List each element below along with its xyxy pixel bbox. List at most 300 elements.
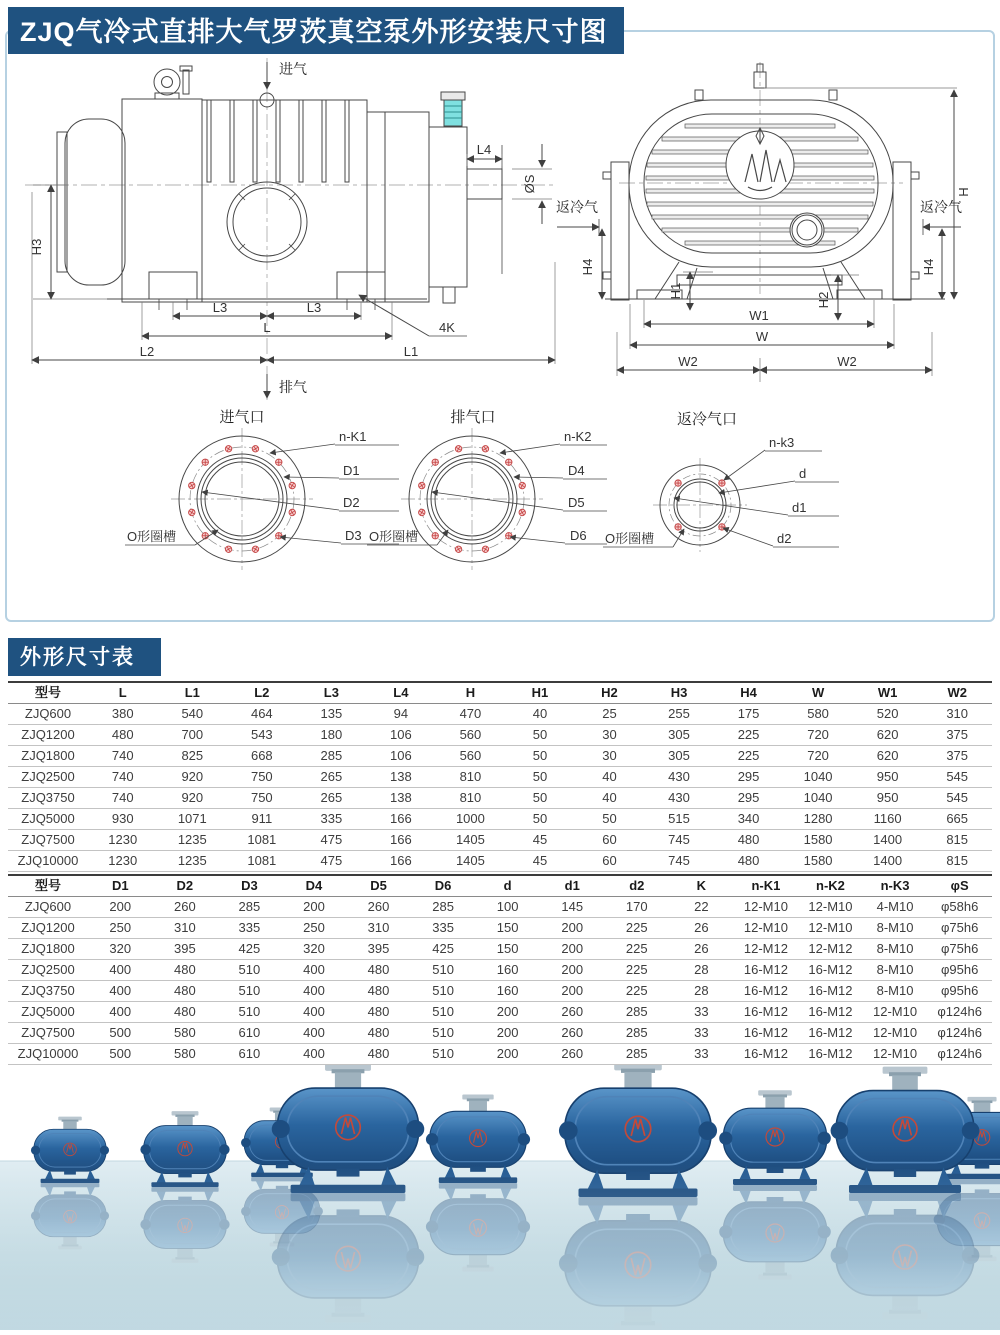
model-cell: ZJQ600 [8,704,88,725]
dim-l3-right: L3 [306,300,322,315]
value-cell: 60 [575,830,645,851]
value-cell: 320 [282,939,347,960]
value-cell: 45 [505,851,575,872]
column-header: H1 [505,682,575,704]
value-cell: 26 [669,918,734,939]
value-cell: 12-M10 [863,1044,928,1065]
flange-return-d3: d2 [777,531,792,546]
value-cell: 1081 [227,851,297,872]
value-cell: 106 [366,746,436,767]
value-cell: φ95h6 [927,960,992,981]
table-row [8,725,992,746]
value-cell: 475 [297,851,367,872]
value-cell: 750 [227,767,297,788]
dim-shaft-dia: ØS [522,174,537,194]
value-cell: 150 [475,918,540,939]
value-cell: 138 [366,767,436,788]
column-header: H3 [644,682,714,704]
dim-h1: H1 [668,282,683,300]
column-header: W1 [853,682,923,704]
value-cell: 260 [153,897,218,918]
value-cell: 1230 [88,830,158,851]
value-cell: 200 [540,981,605,1002]
value-cell: 265 [297,788,367,809]
table-row [8,960,992,981]
table-row [8,939,992,960]
column-header: D2 [153,875,218,897]
value-cell: 45 [505,830,575,851]
value-cell: 250 [88,918,153,939]
flange-outlet-d2: D5 [568,495,585,510]
value-cell: 1040 [783,767,853,788]
table-row [8,809,992,830]
value-cell: 16-M12 [798,960,863,981]
value-cell: 16-M12 [798,1044,863,1065]
value-cell: 950 [853,788,923,809]
value-cell: 295 [714,767,784,788]
value-cell: 610 [217,1044,282,1065]
table-row [8,746,992,767]
value-cell: 145 [540,897,605,918]
dim-w: W [755,329,769,344]
table-row [8,767,992,788]
value-cell: 260 [540,1002,605,1023]
table-row [8,704,992,725]
page-title: ZJQ气冷式直排大气罗茨真空泵外形安装尺寸图 [8,7,624,54]
value-cell: 180 [297,725,367,746]
value-cell: 16-M12 [798,981,863,1002]
value-cell: 50 [505,725,575,746]
column-header: W2 [922,682,992,704]
value-cell: 260 [540,1023,605,1044]
model-cell: ZJQ2500 [8,767,88,788]
value-cell: 200 [540,939,605,960]
value-cell: 430 [644,788,714,809]
table-row [8,851,992,872]
flange-return-d1: d [799,466,807,481]
value-cell: 560 [436,746,506,767]
dim-l4: L4 [476,142,492,157]
value-cell: 16-M12 [734,1044,799,1065]
value-cell: 166 [366,851,436,872]
dim-w2-right: W2 [837,354,857,369]
value-cell: 335 [411,918,476,939]
column-header: L1 [158,682,228,704]
value-cell: 225 [605,939,670,960]
value-cell: 480 [346,1044,411,1065]
value-cell: 285 [217,897,282,918]
value-cell: 510 [217,981,282,1002]
value-cell: 620 [853,746,923,767]
value-cell: 1040 [783,788,853,809]
value-cell: 285 [605,1002,670,1023]
product-photo [0,1065,1000,1330]
table-row [8,830,992,851]
value-cell: 160 [475,981,540,1002]
return-air-right-label: 返冷气 [920,199,962,215]
value-cell: 12-M10 [863,1002,928,1023]
dim-h4-left: H4 [580,258,595,276]
table-row [8,897,992,918]
value-cell: 135 [297,704,367,725]
dim-table-2-header-row [8,875,992,897]
value-cell: 740 [88,767,158,788]
section-title: 外形尺寸表 [8,638,161,676]
value-cell: 515 [644,809,714,830]
value-cell: 464 [227,704,297,725]
dim-table-1 [8,681,992,872]
side-exhaust-label: 排气 [279,379,307,395]
flange-return-bolt-label: n-k3 [769,435,795,450]
column-header: L4 [366,682,436,704]
value-cell: 500 [88,1044,153,1065]
value-cell: 480 [153,960,218,981]
value-cell: 510 [411,1002,476,1023]
value-cell: 40 [505,704,575,725]
column-header: 型号 [8,875,88,897]
value-cell: 1400 [853,851,923,872]
value-cell: φ124h6 [927,1044,992,1065]
value-cell: 1580 [783,830,853,851]
value-cell: 175 [714,704,784,725]
value-cell: 580 [783,704,853,725]
model-cell: ZJQ5000 [8,1002,88,1023]
flange-outlet-d3: D6 [570,528,587,543]
value-cell: 1000 [436,809,506,830]
column-header: n-K2 [798,875,863,897]
value-cell: 580 [153,1023,218,1044]
value-cell: 400 [282,1002,347,1023]
flange-inlet-oring-label: O形圈槽 [127,529,177,544]
column-header: K [669,875,734,897]
value-cell: 16-M12 [734,1002,799,1023]
value-cell: 425 [217,939,282,960]
value-cell: 50 [505,809,575,830]
column-header: d1 [540,875,605,897]
model-cell: ZJQ3750 [8,788,88,809]
flange-outlet-d1: D4 [568,463,585,478]
column-header: n-K1 [734,875,799,897]
value-cell: 745 [644,851,714,872]
value-cell: 33 [669,1044,734,1065]
value-cell: 26 [669,939,734,960]
value-cell: 285 [297,746,367,767]
table-row [8,1044,992,1065]
value-cell: 50 [505,767,575,788]
table-row [8,788,992,809]
value-cell: 810 [436,767,506,788]
value-cell: 480 [714,851,784,872]
table-row [8,918,992,939]
column-header: H [436,682,506,704]
value-cell: 225 [605,918,670,939]
value-cell: 8-M10 [863,960,928,981]
dim-l2: L2 [139,344,155,359]
value-cell: φ95h6 [927,981,992,1002]
side-view-drawing [25,58,557,400]
value-cell: 815 [922,851,992,872]
value-cell: 200 [88,897,153,918]
dim-w2-left: W2 [678,354,698,369]
value-cell: 25 [575,704,645,725]
value-cell: 911 [227,809,297,830]
value-cell: 166 [366,830,436,851]
value-cell: 12-M10 [798,897,863,918]
installation-dimension-drawing [7,32,993,618]
value-cell: 1405 [436,830,506,851]
table-row [8,981,992,1002]
value-cell: 510 [411,960,476,981]
value-cell: 305 [644,725,714,746]
value-cell: 510 [217,1002,282,1023]
value-cell: 1235 [158,830,228,851]
value-cell: 138 [366,788,436,809]
value-cell: 16-M12 [798,1023,863,1044]
value-cell: 225 [605,960,670,981]
value-cell: 12-M12 [798,939,863,960]
flange-outlet-oring-label: O形圈槽 [369,529,419,544]
value-cell: 200 [475,1002,540,1023]
value-cell: 310 [153,918,218,939]
value-cell: 480 [153,981,218,1002]
pumps-photo-illustration [0,1065,1000,1330]
model-cell: ZJQ3750 [8,981,88,1002]
value-cell: 1230 [88,851,158,872]
column-header: n-K3 [863,875,928,897]
dim-h: H [956,187,971,197]
model-cell: ZJQ7500 [8,830,88,851]
value-cell: 480 [346,981,411,1002]
value-cell: 200 [540,960,605,981]
value-cell: 22 [669,897,734,918]
flange-outlet-title: 排气口 [450,409,496,426]
value-cell: 545 [922,767,992,788]
flange-inlet-d3: D3 [345,528,362,543]
model-cell: ZJQ2500 [8,960,88,981]
column-header: W [783,682,853,704]
value-cell: 285 [411,897,476,918]
value-cell: 250 [282,918,347,939]
model-cell: ZJQ10000 [8,851,88,872]
dim-l3-left: L3 [212,300,228,315]
value-cell: 400 [282,960,347,981]
column-header: L [88,682,158,704]
value-cell: 225 [714,725,784,746]
value-cell: 340 [714,809,784,830]
value-cell: 560 [436,725,506,746]
drawing-panel [5,30,995,622]
value-cell: 16-M12 [734,981,799,1002]
value-cell: φ75h6 [927,939,992,960]
flange-outlet-bolt-label: n-K2 [564,429,592,444]
value-cell: 395 [153,939,218,960]
value-cell: 50 [505,746,575,767]
value-cell: 106 [366,725,436,746]
value-cell: 720 [783,746,853,767]
value-cell: 510 [411,981,476,1002]
value-cell: 400 [88,960,153,981]
dim-l: L [263,320,271,335]
column-header: D3 [217,875,282,897]
value-cell: 12-M10 [798,918,863,939]
value-cell: 12-M10 [734,918,799,939]
value-cell: 28 [669,960,734,981]
value-cell: 545 [922,788,992,809]
value-cell: 950 [853,767,923,788]
value-cell: 610 [217,1023,282,1044]
value-cell: 40 [575,788,645,809]
value-cell: 1405 [436,851,506,872]
model-cell: ZJQ600 [8,897,88,918]
value-cell: φ124h6 [927,1002,992,1023]
value-cell: 16-M12 [798,1002,863,1023]
value-cell: 200 [540,918,605,939]
value-cell: 260 [346,897,411,918]
dim-w1: W1 [749,308,769,323]
value-cell: 825 [158,746,228,767]
value-cell: 400 [282,1044,347,1065]
column-header: L3 [297,682,367,704]
value-cell: 620 [853,725,923,746]
model-cell: ZJQ10000 [8,1044,88,1065]
value-cell: 320 [88,939,153,960]
value-cell: 1400 [853,830,923,851]
value-cell: 310 [346,918,411,939]
column-header: 型号 [8,682,88,704]
value-cell: 30 [575,725,645,746]
model-cell: ZJQ5000 [8,809,88,830]
column-header: D6 [411,875,476,897]
value-cell: 700 [158,725,228,746]
value-cell: 400 [282,1023,347,1044]
value-cell: 380 [88,704,158,725]
return-air-left-label: 返冷气 [556,199,598,215]
value-cell: 8-M10 [863,981,928,1002]
value-cell: 395 [346,939,411,960]
table-row [8,1023,992,1044]
column-header: D1 [88,875,153,897]
value-cell: 430 [644,767,714,788]
model-cell: ZJQ1800 [8,746,88,767]
value-cell: 815 [922,830,992,851]
value-cell: 28 [669,981,734,1002]
value-cell: 200 [282,897,347,918]
dim-table-2 [8,874,992,1065]
value-cell: 580 [153,1044,218,1065]
column-header: H4 [714,682,784,704]
side-intake-label: 进气 [279,61,307,77]
column-header: d2 [605,875,670,897]
value-cell: 740 [88,788,158,809]
flange-return-title: 返冷气口 [676,411,738,428]
value-cell: 1235 [158,851,228,872]
value-cell: 12-M12 [734,939,799,960]
column-header: D4 [282,875,347,897]
value-cell: 12-M10 [863,1023,928,1044]
value-cell: 285 [605,1044,670,1065]
value-cell: 100 [475,897,540,918]
model-cell: ZJQ1800 [8,939,88,960]
flange-return-oring-label: O形圈槽 [605,531,655,546]
column-header: φS [927,875,992,897]
value-cell: 50 [505,788,575,809]
value-cell: 668 [227,746,297,767]
value-cell: 33 [669,1002,734,1023]
value-cell: 150 [475,939,540,960]
value-cell: φ75h6 [927,918,992,939]
value-cell: 166 [366,809,436,830]
value-cell: 1071 [158,809,228,830]
value-cell: 33 [669,1023,734,1044]
value-cell: 480 [88,725,158,746]
value-cell: 16-M12 [734,960,799,981]
value-cell: 94 [366,704,436,725]
value-cell: 170 [605,897,670,918]
value-cell: 335 [217,918,282,939]
value-cell: 745 [644,830,714,851]
value-cell: 920 [158,767,228,788]
value-cell: 480 [346,1002,411,1023]
value-cell: 375 [922,725,992,746]
dim-h2: H2 [816,291,831,309]
value-cell: 510 [411,1023,476,1044]
value-cell: 295 [714,788,784,809]
dim-table-1-header-row [8,682,992,704]
value-cell: 480 [346,1023,411,1044]
flange-return-d2: d1 [792,500,807,515]
value-cell: 225 [605,981,670,1002]
value-cell: 50 [575,809,645,830]
table-row [8,1002,992,1023]
value-cell: 1081 [227,830,297,851]
value-cell: 510 [411,1044,476,1065]
flange-inlet-d2: D2 [343,495,360,510]
column-header: L2 [227,682,297,704]
value-cell: 470 [436,704,506,725]
dimension-table-section [0,638,1000,1065]
model-cell: ZJQ1200 [8,725,88,746]
value-cell: 60 [575,851,645,872]
dim-h4-right: H4 [921,258,936,276]
value-cell: 16-M12 [734,1023,799,1044]
value-cell: 160 [475,960,540,981]
value-cell: 480 [714,830,784,851]
value-cell: 12-M10 [734,897,799,918]
column-header: d [475,875,540,897]
value-cell: 920 [158,788,228,809]
value-cell: 265 [297,767,367,788]
flange-inlet-d1: D1 [343,463,360,478]
value-cell: 285 [605,1023,670,1044]
value-cell: 1160 [853,809,923,830]
value-cell: 8-M10 [863,939,928,960]
value-cell: 520 [853,704,923,725]
value-cell: φ124h6 [927,1023,992,1044]
value-cell: 30 [575,746,645,767]
value-cell: 543 [227,725,297,746]
flange-inlet-bolt-label: n-K1 [339,429,367,444]
value-cell: 500 [88,1023,153,1044]
value-cell: 665 [922,809,992,830]
value-cell: 1280 [783,809,853,830]
value-cell: 480 [346,960,411,981]
value-cell: 400 [88,981,153,1002]
value-cell: 255 [644,704,714,725]
value-cell: 810 [436,788,506,809]
value-cell: 930 [88,809,158,830]
value-cell: φ58h6 [927,897,992,918]
dim-4k: 4K [439,320,455,335]
